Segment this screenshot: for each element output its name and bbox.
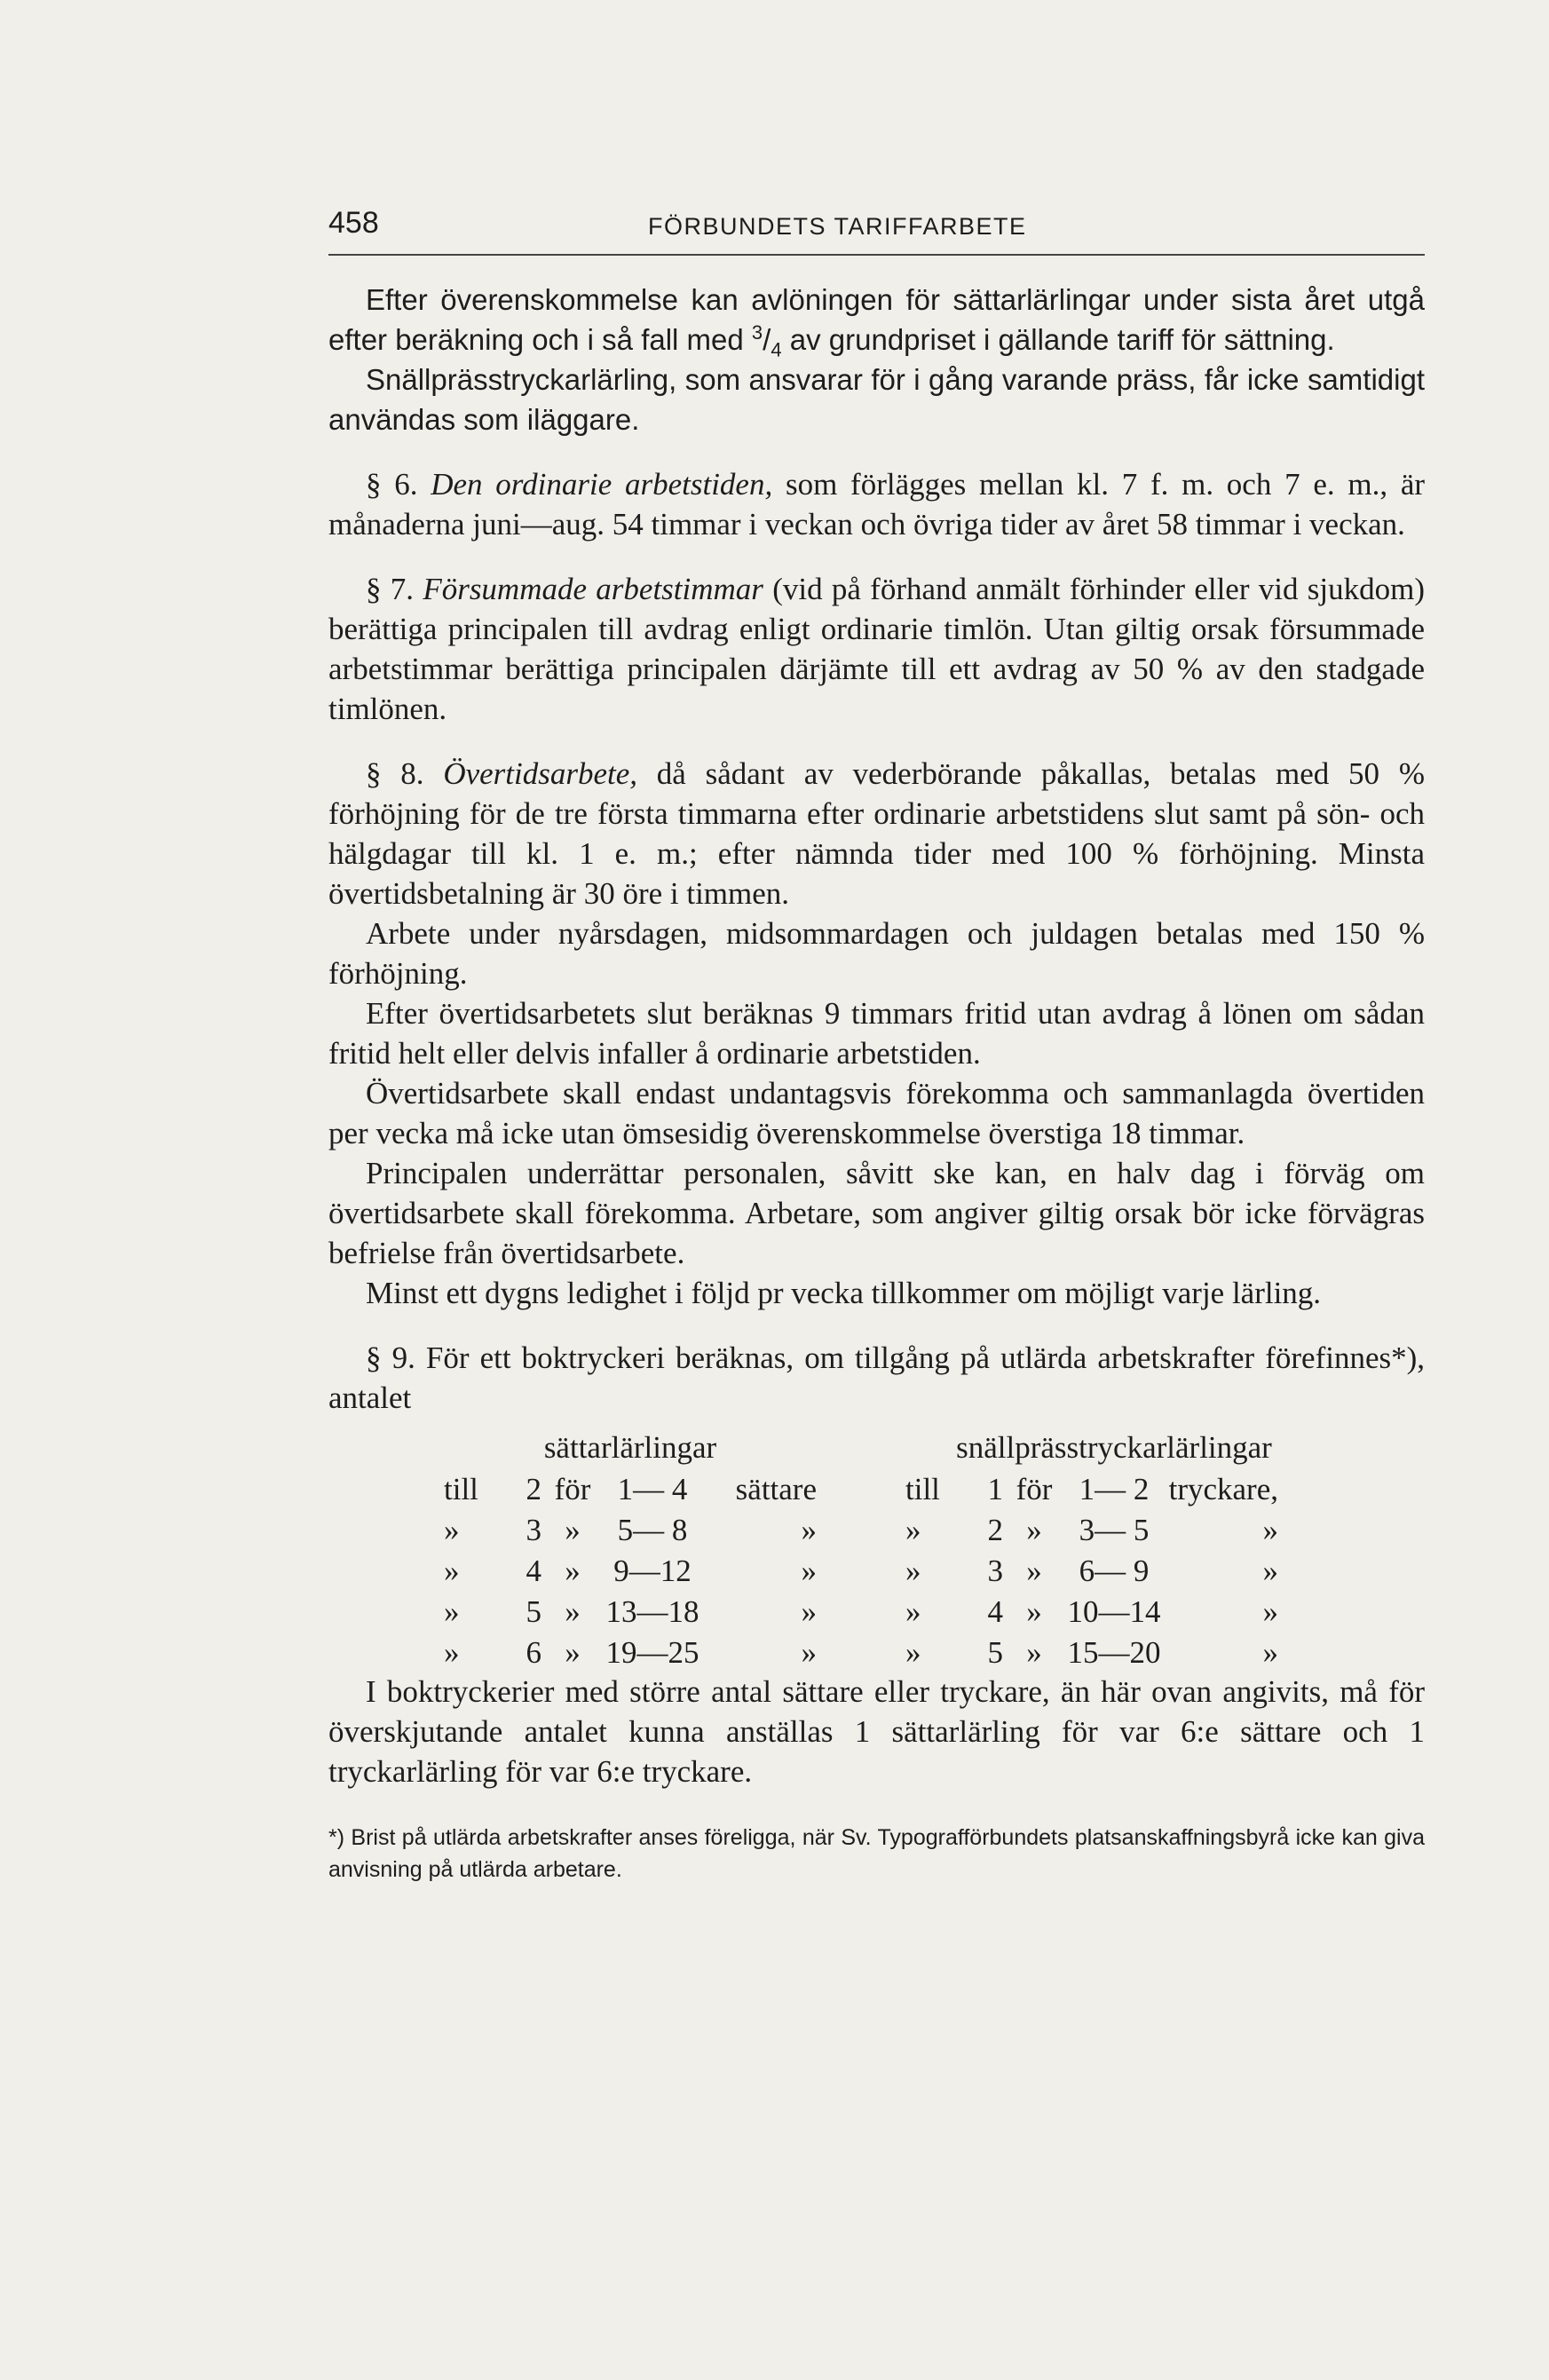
page-number: 458: [328, 206, 379, 240]
table-cell: 19—25: [605, 1635, 699, 1670]
section-label: § 9.: [366, 1340, 415, 1375]
table-heading: snällprässtryckarlärlingar: [956, 1430, 1272, 1465]
table-cell: »: [801, 1513, 817, 1547]
table-cell: »: [1262, 1554, 1278, 1588]
table-cell: »: [1262, 1594, 1278, 1629]
table-cell: 6— 9: [1079, 1554, 1150, 1588]
table-cell: 3: [987, 1554, 1003, 1588]
table-cell: sättare: [735, 1472, 817, 1506]
fraction-numerator: 3: [751, 321, 763, 344]
table-row: [905, 1592, 1323, 1633]
table-cell: »: [444, 1513, 460, 1547]
section-text: som förlägges mellan kl. 7 f. m. och 7 e. m., är månaderna juni—aug. 54 timmar i veckan och övriga tider av året 58 timmar i veckan.: [328, 467, 1426, 542]
table-cell: 5: [987, 1635, 1003, 1670]
table-cell: »: [444, 1635, 460, 1670]
document-page: [328, 0, 1425, 2380]
table-cell: 5— 8: [617, 1513, 688, 1547]
table-cell: 4: [526, 1554, 541, 1588]
table-cell: »: [801, 1554, 817, 1588]
table-column-compositors: [444, 1427, 817, 1673]
table-row: [444, 1510, 817, 1551]
page-header: [328, 201, 1425, 256]
table-cell: »: [905, 1594, 921, 1629]
table-cell: »: [801, 1594, 817, 1629]
table-cell: 13—18: [605, 1594, 699, 1629]
table-cell: 15—20: [1067, 1635, 1161, 1670]
table-cell: 1— 2: [1079, 1472, 1150, 1506]
paragraph-weekly-rest: Minst ett dygns ledighet i följd pr vecka tillkommer om möjligt varje lärling.: [366, 1276, 1322, 1310]
table-cell: »: [1026, 1594, 1042, 1629]
section-9: [328, 1338, 1425, 1418]
paragraph-after-table: I boktryckerier med större antal sättare eller tryckare, än här ovan angivits, må för överskjutande antalet kunna anställas 1 sättarlärling för var 6:e sättare och 1 tryckarlärling för var 6:e tryckare.: [328, 1674, 1425, 1789]
table-cell: »: [565, 1554, 581, 1588]
table-cell: 3: [526, 1513, 541, 1547]
table-cell: för: [1016, 1472, 1053, 1506]
table-row: [905, 1551, 1323, 1592]
table-cell: »: [801, 1635, 817, 1670]
section-label: § 6.: [366, 467, 418, 502]
table-cell: för: [554, 1472, 591, 1506]
table-cell: 6: [526, 1635, 541, 1670]
section-text: då sådant av vederbörande påkallas, betalas med 50 % förhöjning för de tre första timmarna efter ordinarie arbetstidens slut samt på sön- och hälgdagar till kl. 1 e. m.; efter nämnda tider med 100 % förhöjning. Minsta övertidsbetalning är 30 öre i timmen.: [328, 756, 1425, 911]
table-row: [905, 1469, 1323, 1510]
table-cell: »: [905, 1513, 921, 1547]
section-title: Övertidsarbete,: [443, 756, 638, 791]
paragraph-overtime-limit: Övertidsarbete skall endast undantagsvis förekomma och sammanlagda övertiden per vecka må icke utan ömsesidig överenskommelse överstiga 18 timmar.: [328, 1076, 1425, 1150]
table-row: [444, 1551, 817, 1592]
table-cell: »: [1026, 1513, 1042, 1547]
table-cell: till: [905, 1472, 940, 1506]
table-cell: 10—14: [1067, 1594, 1161, 1629]
table-cell: 9—12: [613, 1554, 692, 1588]
table-cell: »: [444, 1554, 460, 1588]
section-label: § 8.: [366, 756, 424, 791]
table-cell: 2: [526, 1472, 541, 1506]
table-cell: 5: [526, 1594, 541, 1629]
table-heading: sättarlärlingar: [543, 1430, 717, 1465]
table-cell: »: [1262, 1635, 1278, 1670]
table-cell: 1— 4: [617, 1472, 688, 1506]
apprentice-ratio-table: [328, 1427, 1425, 1670]
table-cell: tryckare,: [1168, 1472, 1278, 1506]
section-text: (vid på förhand anmält förhinder eller vid sjukdom) berättiga principalen till avdrag enligt ordinarie timlön. Utan giltig orsak försummade arbetstimmar berättiga principalen därjämte till ett avdrag av 50 % av den stadgade timlönen.: [328, 572, 1425, 726]
section-label: § 7.: [366, 572, 415, 606]
table-cell: till: [444, 1472, 478, 1506]
table-row: [444, 1592, 817, 1633]
table-cell: 1: [987, 1472, 1003, 1506]
table-cell: »: [905, 1635, 921, 1670]
table-cell: »: [565, 1513, 581, 1547]
section-6: [328, 464, 1425, 544]
section-title: Försummade arbetstimmar: [423, 572, 763, 606]
table-cell: »: [565, 1635, 581, 1670]
section-title: Den ordinarie arbetstiden,: [431, 467, 773, 502]
table-cell: 4: [987, 1594, 1003, 1629]
page-body: [328, 280, 1425, 1886]
paragraph-apprentice-pay: Efter överenskommelse kan avlöningen för sättarlärlingar under sista året utgå efter beräkning och i så fall med $^3/_4$ av grundpriset i gällande tariff för sättning.: [328, 283, 1425, 361]
table-cell: »: [565, 1594, 581, 1629]
fraction-denominator: 4: [771, 338, 782, 361]
paragraph-text: av grundpriset i gällande tariff för sättning.: [781, 323, 1335, 356]
footnote: *) Brist på utlärda arbetskrafter anses föreligga, när Sv. Typografförbundets platsanskaffningsbyrå icke kan giva anvisning på utlärda arbetare.: [328, 1825, 1425, 1882]
paragraph-overtime-notice: Principalen underrättar personalen, såvitt ske kan, en halv dag i förväg om övertidsarbete skall förekomma. Arbetare, som angiver giltig orsak bör icke förvägras befrielse från övertidsarbete.: [328, 1156, 1425, 1270]
paragraph-press-apprentice: Snällprässtryckarlärling, som ansvarar för i gång varande präss, får icke samtidigt användas som iläggare.: [328, 363, 1425, 436]
paragraph-text: Efter överenskommelse kan avlöningen för sättarlärlingar under sista året utgå efter beräkning och i så fall med: [328, 283, 1425, 356]
paragraph-free-time: Efter övertidsarbetets slut beräknas 9 timmars fritid utan avdrag å lönen om sådan fritid helt eller delvis infaller å ordinarie arbetstiden.: [328, 996, 1425, 1071]
table-cell: »: [444, 1594, 460, 1629]
table-row: [905, 1510, 1323, 1551]
table-cell: »: [1026, 1554, 1042, 1588]
table-cell: »: [1026, 1635, 1042, 1670]
table-cell: »: [905, 1554, 921, 1588]
table-cell: 2: [987, 1513, 1003, 1547]
running-title: FÖRBUNDETS TARIFFARBETE: [648, 213, 1027, 240]
table-cell: 3— 5: [1079, 1513, 1150, 1547]
paragraph-holiday-work: Arbete under nyårsdagen, midsommardagen och juldagen betalas med 150 % förhöjning.: [328, 916, 1425, 991]
table-row: [444, 1633, 817, 1673]
table-column-pressmen: [905, 1427, 1323, 1673]
section-7: [328, 569, 1425, 729]
table-row: [905, 1633, 1323, 1673]
table-row: [444, 1469, 817, 1510]
section-text: För ett boktryckeri beräknas, om tillgång på utlärda arbetskrafter förefinnes*), antalet: [328, 1340, 1426, 1415]
section-8: [328, 754, 1425, 913]
table-cell: »: [1262, 1513, 1278, 1547]
